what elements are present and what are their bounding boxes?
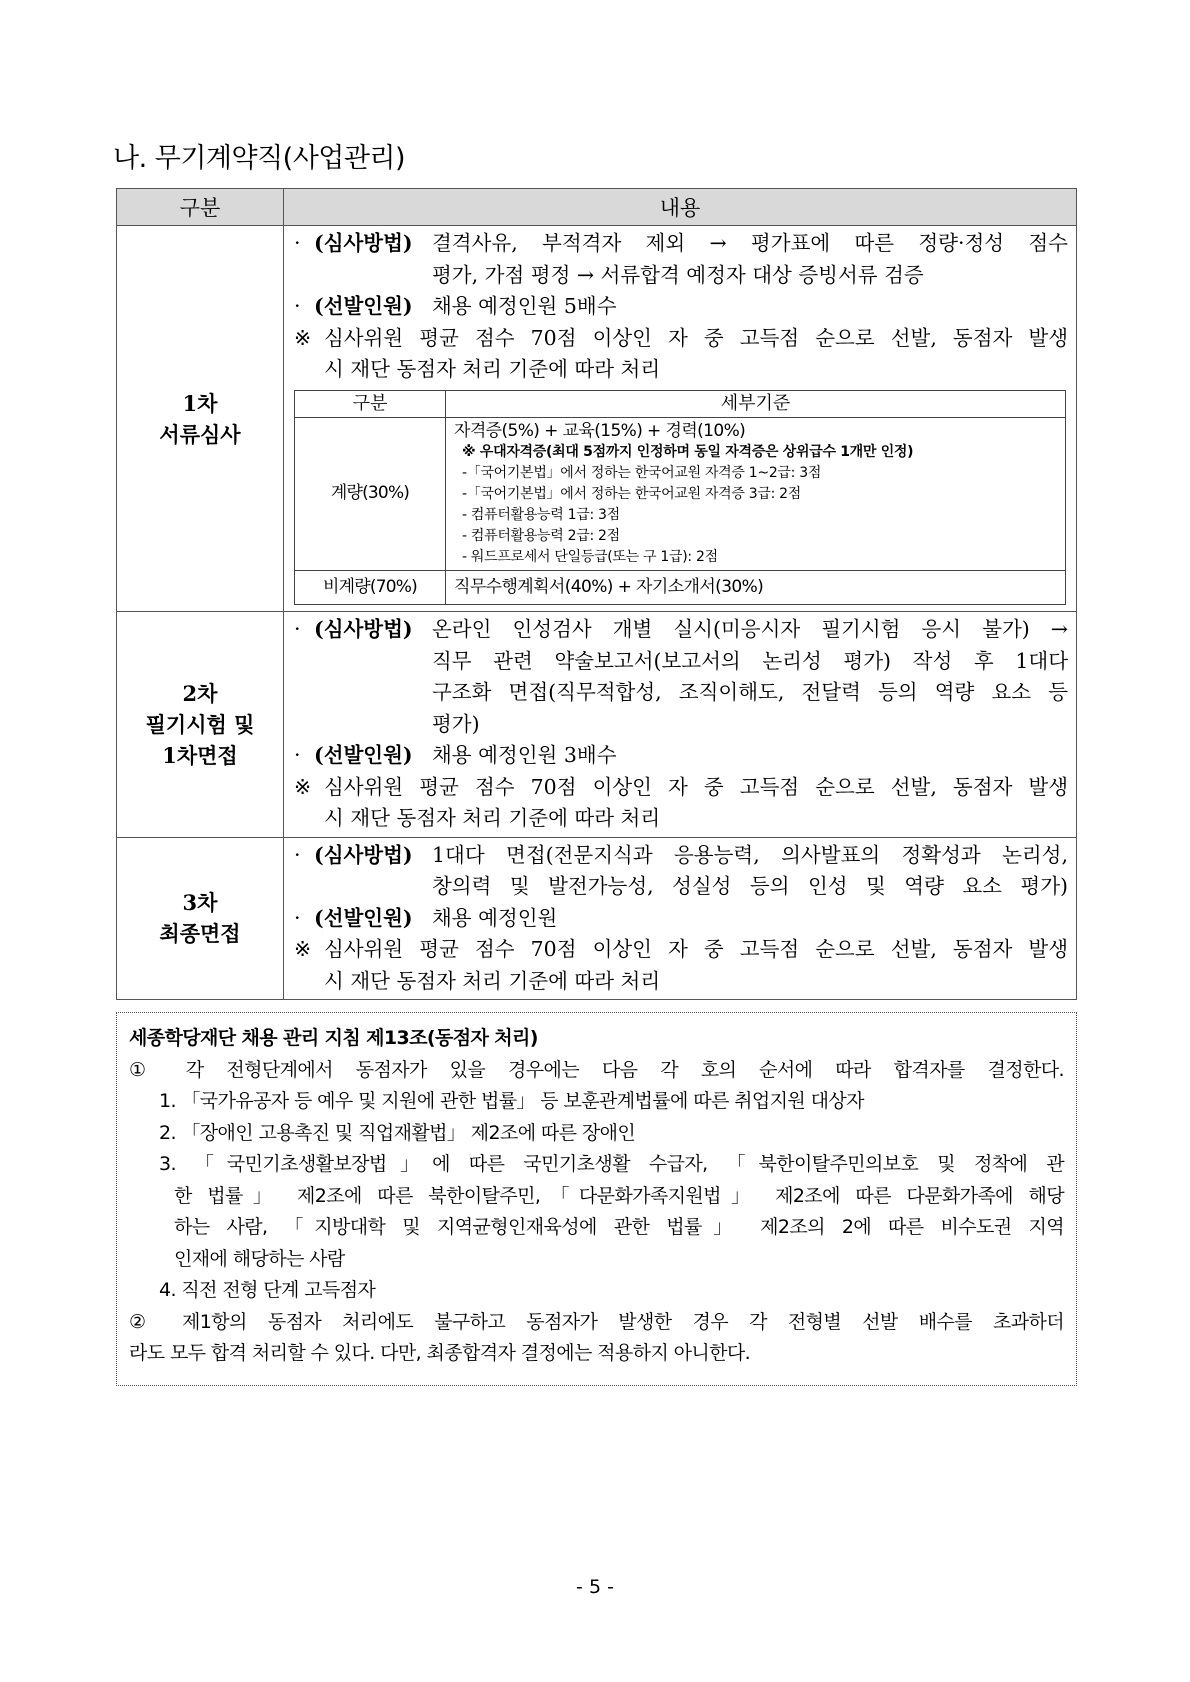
method-label: (심사방법) xyxy=(314,842,413,867)
note-text: 심사위원 평균 점수 70점 이상인 자 중 고득점 순으로 선발, 동점자 발생 xyxy=(324,325,1068,350)
rule-paragraph-2-cont: 라도 모두 합격 처리할 수 있다. 다만, 최종합격자 결정에는 적용하지 아니한다. xyxy=(129,1342,751,1364)
quantitative-detail xyxy=(446,417,1066,570)
selection-label: (선발인원) xyxy=(314,294,413,318)
bullet-dot: · xyxy=(294,905,301,930)
table-row xyxy=(117,612,1077,838)
selection-text: 채용 예정인원 5배수 xyxy=(432,294,617,318)
stage-name: 필기시험 및 xyxy=(145,711,255,737)
stage-name-cont: 1차면접 xyxy=(162,742,238,768)
stage-label: 1차 xyxy=(182,390,218,416)
selection-label: (선발인원) xyxy=(314,905,413,930)
bullet-dot: · xyxy=(294,617,301,641)
bullet-dot: · xyxy=(294,294,301,318)
note-text: 심사위원 평균 점수 70점 이상인 자 중 고득점 순으로 선발, 동점자 발생 xyxy=(324,937,1068,961)
reference-mark-icon: ※ xyxy=(294,325,312,350)
method-text: 온라인 인성검사 개별 실시(미응시자 필기시험 응시 불가) → xyxy=(432,617,1068,641)
rule-paragraph-1: ① 각 전형단계에서 동점자가 있을 경우에는 다음 각 호의 순서에 따라 합격자를 결정한다. xyxy=(129,1058,1064,1081)
method-line xyxy=(294,228,1068,260)
note-text-cont: 시 재단 동점자 처리 기준에 따라 처리 xyxy=(324,806,661,830)
section-title: 나. 무기계약직(사업관리) xyxy=(113,143,406,174)
bullet-dot: · xyxy=(294,231,301,255)
note-line xyxy=(294,323,1068,355)
selection-text: 채용 예정인원 3배수 xyxy=(432,743,617,767)
note-line xyxy=(294,934,1068,966)
subtable-row-qualitative xyxy=(295,570,1066,605)
subtable-row-quantitative xyxy=(295,417,1066,570)
reference-mark-icon: ※ xyxy=(294,774,312,799)
method-line xyxy=(294,614,1068,646)
method-text-cont: 평가, 가점 평정 → 서류합격 예정자 대상 증빙서류 검증 xyxy=(432,262,924,287)
page-number: - 5 - xyxy=(576,1576,614,1598)
table-header-row xyxy=(117,189,1077,226)
method-text-cont: 평가) xyxy=(432,711,480,736)
rule-item-3: 3. 「국민기초생활보장법」에 따른 국민기초생활 수급자, 「북한이탈주민의보호 및 정착에 관 xyxy=(159,1153,1064,1175)
method-label: (심사방법) xyxy=(314,617,413,641)
method-text: 1대다 면접(전문지식과 응용능력, 의사발표의 정확성과 논리성, xyxy=(432,842,1068,867)
stage-1-content xyxy=(284,226,1077,612)
bonus-cert-title: ※ 우대자격증(최대 5점까지 인정하며 동일 자격증은 상위급수 1개만 인정) xyxy=(462,443,914,460)
rule-paragraph-2: ② 제1항의 동점자 처리에도 불구하고 동점자가 발생한 경우 각 전형별 선발 배수를 초과하더 xyxy=(129,1310,1064,1333)
table-row xyxy=(117,837,1077,1000)
stage-1-category xyxy=(117,226,284,612)
stage-3-content xyxy=(284,837,1077,1000)
method-text-cont: 구조화 면접(직무적합성, 조직이해도, 전달력 등의 역량 요소 등 xyxy=(432,680,1068,704)
rule-item-3-cont: 인재에 해당하는 사람 xyxy=(174,1247,345,1270)
rule-item-4: 4. 직전 전형 단계 고득점자 xyxy=(159,1279,376,1301)
subheader-category: 구분 xyxy=(295,390,446,417)
rule-title: 세종학당재단 채용 관리 지침 제13조(동점자 처리) xyxy=(129,1027,538,1049)
method-text: 결격사유, 부적격자 제외 → 평가표에 따른 정량·정성 점수 xyxy=(432,231,1068,255)
rule-item-3-cont: 한 법률」 제2조에 따른 북한이탈주민,「다문화가족지원법」 제2조에 따른 다문화가족에 해당 xyxy=(174,1184,1064,1207)
selection-line xyxy=(294,740,1068,772)
method-text-cont: 직무 관련 약술보고서(보고서의 논리성 평가) 작성 후 1대다 xyxy=(432,648,1068,673)
method-text-cont: 창의력 및 발전가능성, 성실성 등의 인성 및 역량 요소 평가) xyxy=(432,874,1068,898)
rule-item-1: 1. 「국가유공자 등 예우 및 지원에 관한 법률」 등 보훈관계법률에 따른 취업지원 대상자 xyxy=(159,1090,864,1112)
scoring-criteria-table xyxy=(294,390,1066,606)
selection-text: 채용 예정인원 xyxy=(432,905,558,930)
selection-process-table xyxy=(116,188,1077,1000)
subtable-header-row xyxy=(295,390,1066,417)
stage-name: 서류심사 xyxy=(159,421,241,447)
stage-3-category xyxy=(117,837,284,1000)
rule-item-2: 2. 「장애인 고용촉진 및 직업재활법」 제2조에 따른 장애인 xyxy=(159,1121,636,1144)
note-text-cont: 시 재단 동점자 처리 기준에 따라 처리 xyxy=(324,357,661,381)
header-category: 구분 xyxy=(117,189,284,226)
method-label: (심사방법) xyxy=(314,231,413,255)
note-text-cont: 시 재단 동점자 처리 기준에 따라 처리 xyxy=(324,968,661,993)
selection-line xyxy=(294,903,1068,935)
stage-2-content xyxy=(284,612,1077,838)
method-line xyxy=(294,840,1068,872)
bonus-cert-item: - 컴퓨터활용능력 2급: 2점 xyxy=(462,527,620,544)
bonus-cert-item: - 컴퓨터활용능력 1급: 3점 xyxy=(462,506,620,523)
stage-label: 2차 xyxy=(182,680,218,706)
bonus-cert-item: -「국어기본법」에서 정하는 한국어교원 자격증 1~2급: 3점 xyxy=(462,464,822,481)
rule-item-3-cont: 하는 사람, 「지방대학 및 지역균형인재육성에 관한 법률」 제2조의 2에 따른 비수도권 지역 xyxy=(174,1216,1064,1238)
tie-handling-rule-box xyxy=(116,1012,1077,1386)
table-row xyxy=(117,226,1077,612)
stage-2-category xyxy=(117,612,284,838)
subheader-criteria: 세부기준 xyxy=(446,390,1066,417)
qualitative-label: 비계량(70%) xyxy=(295,570,446,605)
qualitative-detail: 직무수행계획서(40%) + 자기소개서(30%) xyxy=(446,570,1066,605)
quantitative-main: 자격증(5%) + 교육(15%) + 경력(10%) xyxy=(454,420,746,441)
bonus-cert-item: - 워드프로세서 단일등급(또는 구 1급): 2점 xyxy=(462,548,718,565)
header-content: 내용 xyxy=(284,189,1077,226)
quantitative-label: 계량(30%) xyxy=(295,417,446,570)
stage-name: 최종면접 xyxy=(159,921,241,947)
stage-label: 3차 xyxy=(182,890,218,916)
selection-line xyxy=(294,291,1068,323)
note-line xyxy=(294,772,1068,804)
bullet-dot: · xyxy=(294,842,301,867)
bonus-cert-item: -「국어기본법」에서 정하는 한국어교원 자격증 3급: 2점 xyxy=(462,485,802,502)
selection-label: (선발인원) xyxy=(314,743,413,767)
reference-mark-icon: ※ xyxy=(294,937,312,961)
bullet-dot: · xyxy=(294,743,301,767)
note-text: 심사위원 평균 점수 70점 이상인 자 중 고득점 순으로 선발, 동점자 발생 xyxy=(324,774,1068,799)
